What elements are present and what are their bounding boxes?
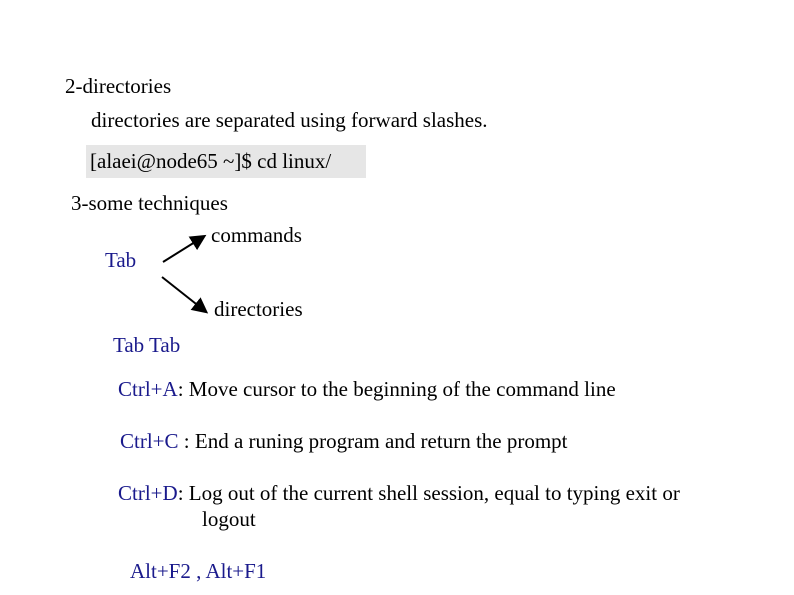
tab-tab-label: Tab Tab [113,333,181,357]
shortcut-ctrl-a [118,377,616,401]
tab-target-commands: commands [211,223,302,247]
section3-heading: 3-some techniques [71,191,228,215]
shortcut-desc-continued: logout [202,507,256,531]
tab-key-label: Tab [105,248,137,272]
shortcut-ctrl-c [120,429,568,453]
shortcut-key: Ctrl+D [118,481,178,505]
alt-keys: Alt+F2 , Alt+F1 [130,559,267,583]
arrow-to-directories [162,277,205,311]
shortcut-desc: : Log out of the current shell session, equal to typing exit or [177,481,680,505]
shortcut-desc: : End a runing program and return the prompt [178,429,568,453]
arrow-to-commands [163,237,203,262]
section2-heading: 2-directories [65,74,172,98]
tab-target-directories: directories [214,297,303,321]
section2-description: directories are separated using forward slashes. [91,108,488,132]
shortcut-key: Ctrl+C [120,429,179,453]
shortcut-ctrl-d [118,481,680,505]
command-example: [alaei@node65 ~]$ cd linux/ [90,149,332,173]
shortcut-key: Ctrl+A [118,377,178,401]
shortcut-desc: : Move cursor to the beginning of the command line [177,377,616,401]
